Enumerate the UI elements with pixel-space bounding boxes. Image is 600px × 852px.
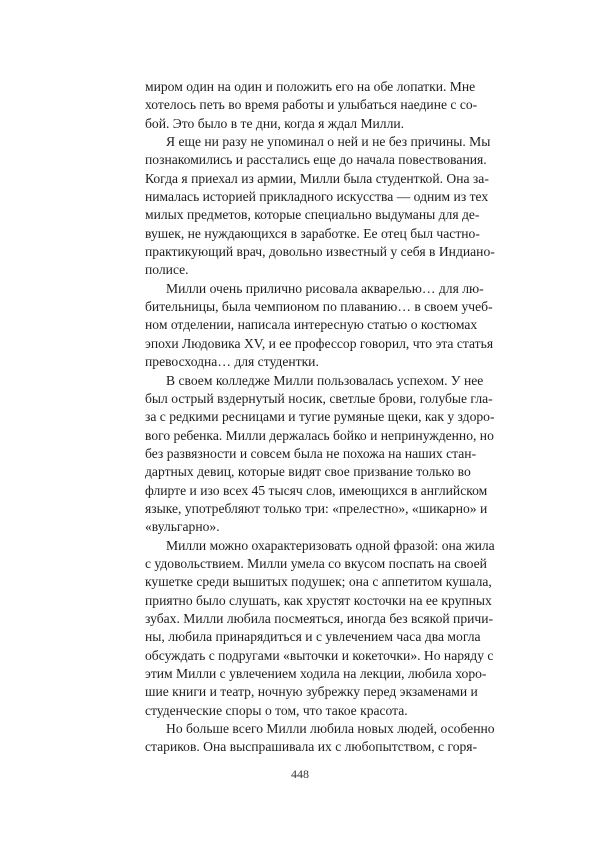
text-line: Я еще ни разу не упоминал о ней и не без причины. Мы — [166, 134, 491, 150]
text-line: бительницы, была чемпионом по плаванию… в своем учеб- — [145, 299, 493, 315]
paragraph — [145, 537, 495, 720]
text-line: познакомились и расстались еще до начала повествования. — [145, 152, 487, 168]
paragraph — [145, 720, 495, 757]
text-line: Когда я приехал из армии, Милли была студенткой. Она за- — [145, 170, 489, 186]
text-line: Милли можно охарактеризовать одной фразой: она жила — [166, 537, 495, 553]
text-line: миром один на один и положить его на обе лопатки. Мне — [145, 79, 476, 94]
paragraph — [145, 133, 495, 280]
text-line: кушетке среди вышитых подушек; она с аппетитом кушала, — [145, 574, 492, 590]
text-line: бой. Это было в те дни, когда я ждал Милли. — [145, 115, 405, 131]
text-line: стариков. Она выспрашивала их с любопытством, с горя- — [145, 739, 478, 755]
body-text — [145, 78, 495, 757]
text-line: эпохи Людовика XV, и ее профессор говорил, что эта статья — [145, 335, 494, 351]
page-number: 448 — [291, 767, 309, 781]
text-line: был острый вздернутый носик, светлые брови, голубые гла- — [145, 390, 493, 406]
text-line: шие книги и театр, ночную зубрежку перед экзаменами и — [145, 684, 478, 700]
text-line: вушек, не нуждающихся в заработке. Ее отец был частно- — [145, 225, 480, 241]
text-line: ны, любила принарядиться и с увлечением часа два могла — [145, 629, 481, 645]
text-line: практикующий врач, довольно известный у себя в Индиано- — [145, 244, 495, 260]
text-line: нималась историей прикладного искусства — одним из тех — [145, 189, 489, 205]
text-line: хотелось петь во время работы и улыбаться наедине с со- — [145, 97, 478, 113]
text-line: приятно было слушать, как хрустят косточки на ее крупных — [145, 592, 492, 608]
paragraph — [145, 372, 495, 537]
paragraph — [145, 78, 478, 133]
text-line: превосходна… для студентки. — [145, 354, 319, 370]
text-line: за с редкими ресницами и тугие румяные щеки, как у здоро- — [145, 409, 495, 425]
text-line: дартных девиц, которые видят свое призвание только во — [145, 464, 471, 480]
text-line: «вульгарно». — [145, 519, 220, 535]
text-line: с удовольствием. Милли умела со вкусом поспать на своей — [145, 555, 487, 571]
text-line: студенческие споры о том, что такое красота. — [145, 702, 408, 718]
text-line: милых предметов, которые специально выдуманы для де- — [145, 207, 480, 223]
text-line: обсуждать с подругами «выточки и кокеточки». Но наряду с — [145, 647, 494, 663]
text-line: языке, употребляют только три: «прелестно», «шикарно» и — [145, 500, 488, 516]
text-line: флирте и изо всех 45 тысяч слов, имеющихся в английском — [145, 482, 488, 498]
text-line: зубах. Милли любила посмеяться, иногда без всякой причи- — [145, 610, 494, 626]
text-line: этим Милли с увлечением ходила на лекции, любила хоро- — [145, 666, 487, 681]
text-line: без развязности и совсем была не похожа на наших стан- — [145, 445, 477, 461]
text-line: Но больше всего Милли любила новых людей, особенно — [166, 721, 495, 737]
text-line: вого ребенка. Милли держалась бойко и непринужденно, но — [145, 427, 494, 443]
text-line: полисе. — [145, 262, 189, 278]
text-line: В своем колледже Милли пользовалась успехом. У нее — [166, 372, 484, 388]
text-line: ном отделении, написала интересную статью о костюмах — [145, 317, 478, 333]
text-line: Милли очень прилично рисовала акварелью… для лю- — [166, 280, 484, 296]
paragraph — [145, 280, 494, 372]
